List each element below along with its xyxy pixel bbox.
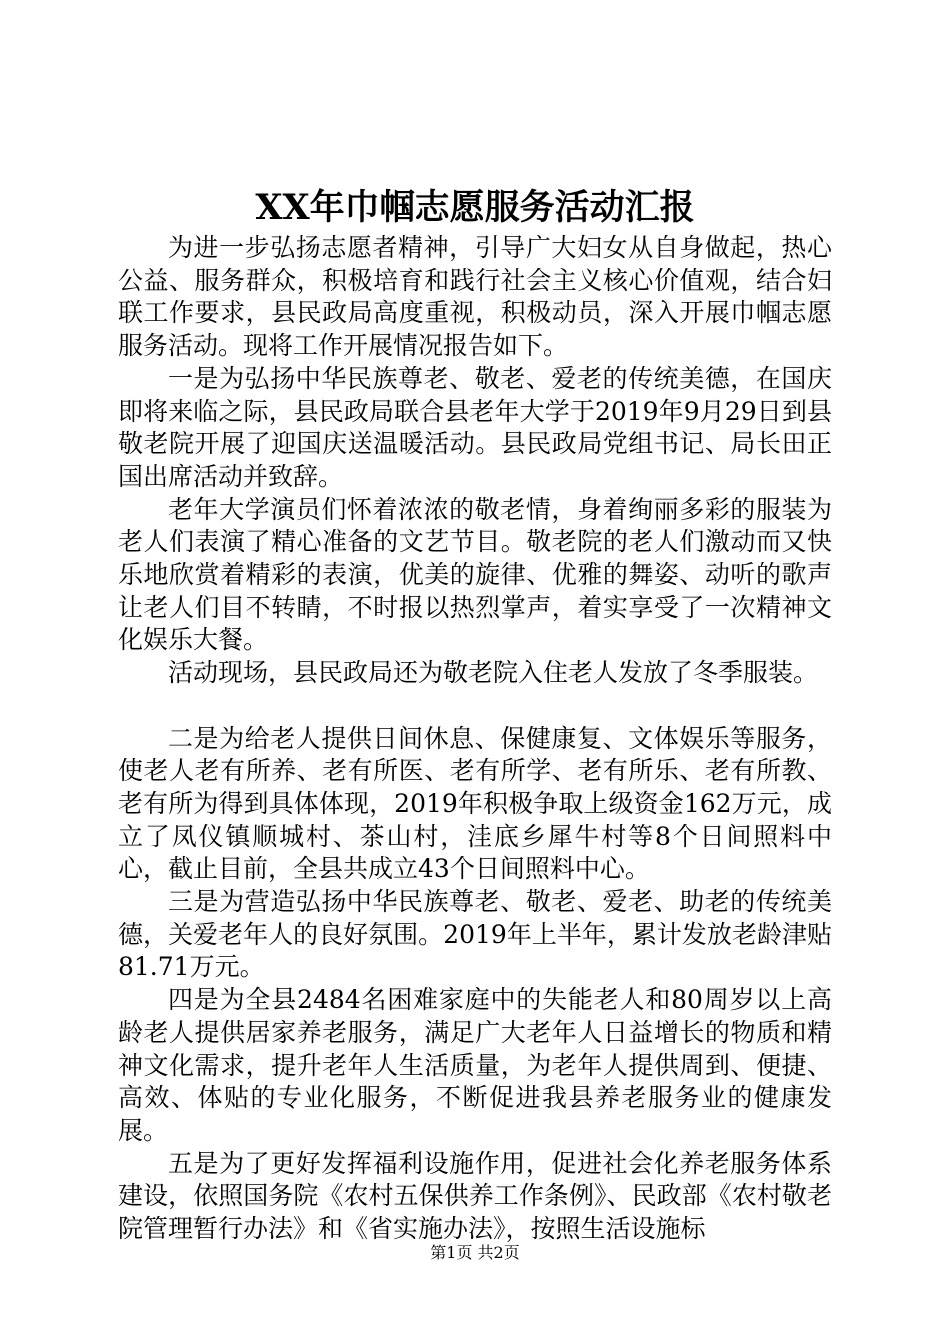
paragraph-item-3: 三是为营造弘扬中华民族尊老、敬老、爱老、助老的传统美德，关爱老年人的良好氛围。2019年上半年，累计发放老龄津贴81.71万元。 — [118, 887, 832, 982]
document-body — [118, 232, 832, 1246]
paragraph-item-5: 五是为了更好发挥福利设施作用，促进社会化养老服务体系建设，依照国务院《农村五保供养工作条例》、民政部《农村敬老院管理暂行办法》和《省实施办法》，按照生活设施标 — [118, 1148, 832, 1244]
paragraph-item-4: 四是为全县2484名困难家庭中的失能老人和80周岁以上高龄老人提供居家养老服务，满足广大老年人日益增长的物质和精神文化需求，提升老年人生活质量，为老年人提供周到、便捷、高效、体贴的专业化服务，不断促进我县养老服务业的健康发展。 — [118, 985, 832, 1145]
paragraph-clothing: 活动现场，县民政局还为敬老院入住老人发放了冬季服装。 — [168, 658, 819, 688]
page-number-footer: 第1页 共2页 — [430, 1243, 520, 1262]
paragraph-performance: 老年大学演员们怀着浓浓的敬老情，身着绚丽多彩的服装为老人们表演了精心准备的文艺节目。敬老院的老人们激动而又快乐地欣赏着精彩的表演，优美的旋律、优雅的舞姿、动听的歌声让老人们目不转睛，不时报以热烈掌声，着实享受了一次精神文化娱乐大餐。 — [118, 494, 832, 655]
paragraph-item-2: 二是为给老人提供日间休息、保健康复、文体娱乐等服务，使老人老有所养、老有所医、老有所学、老有所乐、老有所教、老有所为得到具体体现，2019年积极争取上级资金162万元，成立了凤仪镇顺城村、茶山村，洼底乡犀牛村等8个日间照料中心，截止目前，全县共成立43个日间照料中心。 — [118, 723, 832, 884]
paragraph-intro: 为进一步弘扬志愿者精神，引导广大妇女从自身做起，热心公益、服务群众，积极培育和践行社会主义核心价值观，结合妇联工作要求，县民政局高度重视，积极动员，深入开展巾帼志愿服务活动。现将工作开展情况报告如下。 — [118, 233, 832, 361]
document-title: XX年巾帼志愿服务活动汇报 — [255, 187, 695, 228]
paragraph-item-1: 一是为弘扬中华民族尊老、敬老、爱老的传统美德，在国庆即将来临之际，县民政局联合县老年大学于2019年9月29日到县敬老院开展了迎国庆送温暖活动。县民政局党组书记、局长田正国出席活动并致辞。 — [118, 363, 832, 491]
